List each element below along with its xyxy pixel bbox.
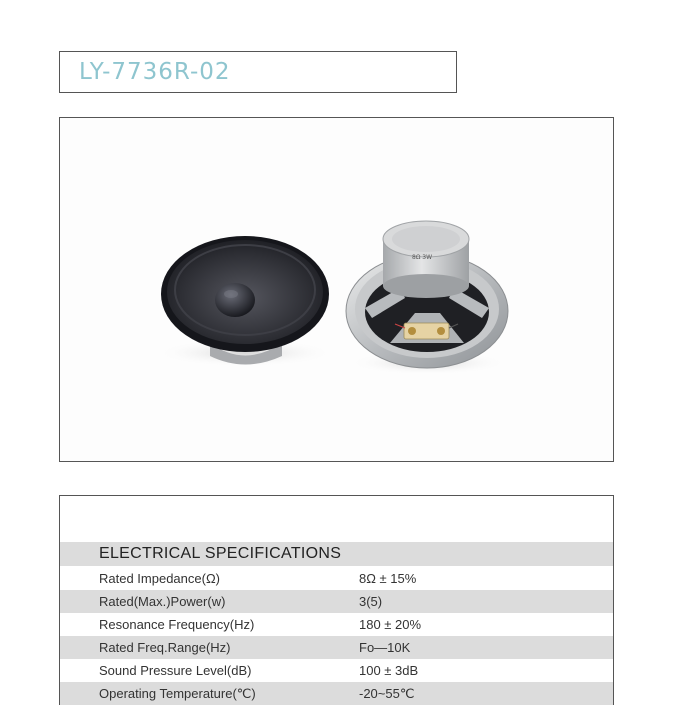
- spec-value: 3(5): [359, 594, 383, 609]
- electrical-specifications-table: [59, 495, 614, 705]
- model-title-box: [59, 51, 457, 93]
- speaker-photo-illustration: [60, 118, 615, 463]
- spec-row-resonance-frequency: [60, 613, 613, 636]
- model-title: LY-7736R-02: [79, 59, 231, 85]
- spec-value: 8Ω ± 15%: [359, 571, 417, 586]
- spec-label: Sound Pressure Level(dB): [99, 663, 252, 678]
- spec-label: Rated Impedance(Ω): [99, 571, 220, 586]
- magnet-label: 8Ω 3W: [412, 254, 433, 261]
- specifications-heading-row: [60, 542, 613, 566]
- spec-row-operating-temperature: [60, 682, 613, 705]
- product-photo-panel: [59, 117, 614, 462]
- spec-value: 180 ± 20%: [359, 617, 422, 632]
- spec-value: Fo—10K: [359, 640, 411, 655]
- spec-row-power: [60, 590, 613, 613]
- speaker-front-view: [155, 236, 335, 367]
- spec-label: Rated Freq.Range(Hz): [99, 640, 231, 655]
- spec-row-sound-pressure-level: [60, 659, 613, 682]
- spec-label: Rated(Max.)Power(w): [99, 594, 226, 609]
- spec-label: Resonance Frequency(Hz): [99, 617, 255, 632]
- spec-value: 100 ± 3dB: [359, 663, 419, 678]
- spec-row-frequency-range: [60, 636, 613, 659]
- speaker-rear-view: [346, 221, 508, 375]
- specifications-heading: ELECTRICAL SPECIFICATIONS: [99, 545, 342, 562]
- spec-value: -20~55℃: [359, 686, 415, 701]
- spec-label: Operating Temperature(℃): [99, 686, 256, 701]
- spec-row-impedance: [60, 567, 613, 590]
